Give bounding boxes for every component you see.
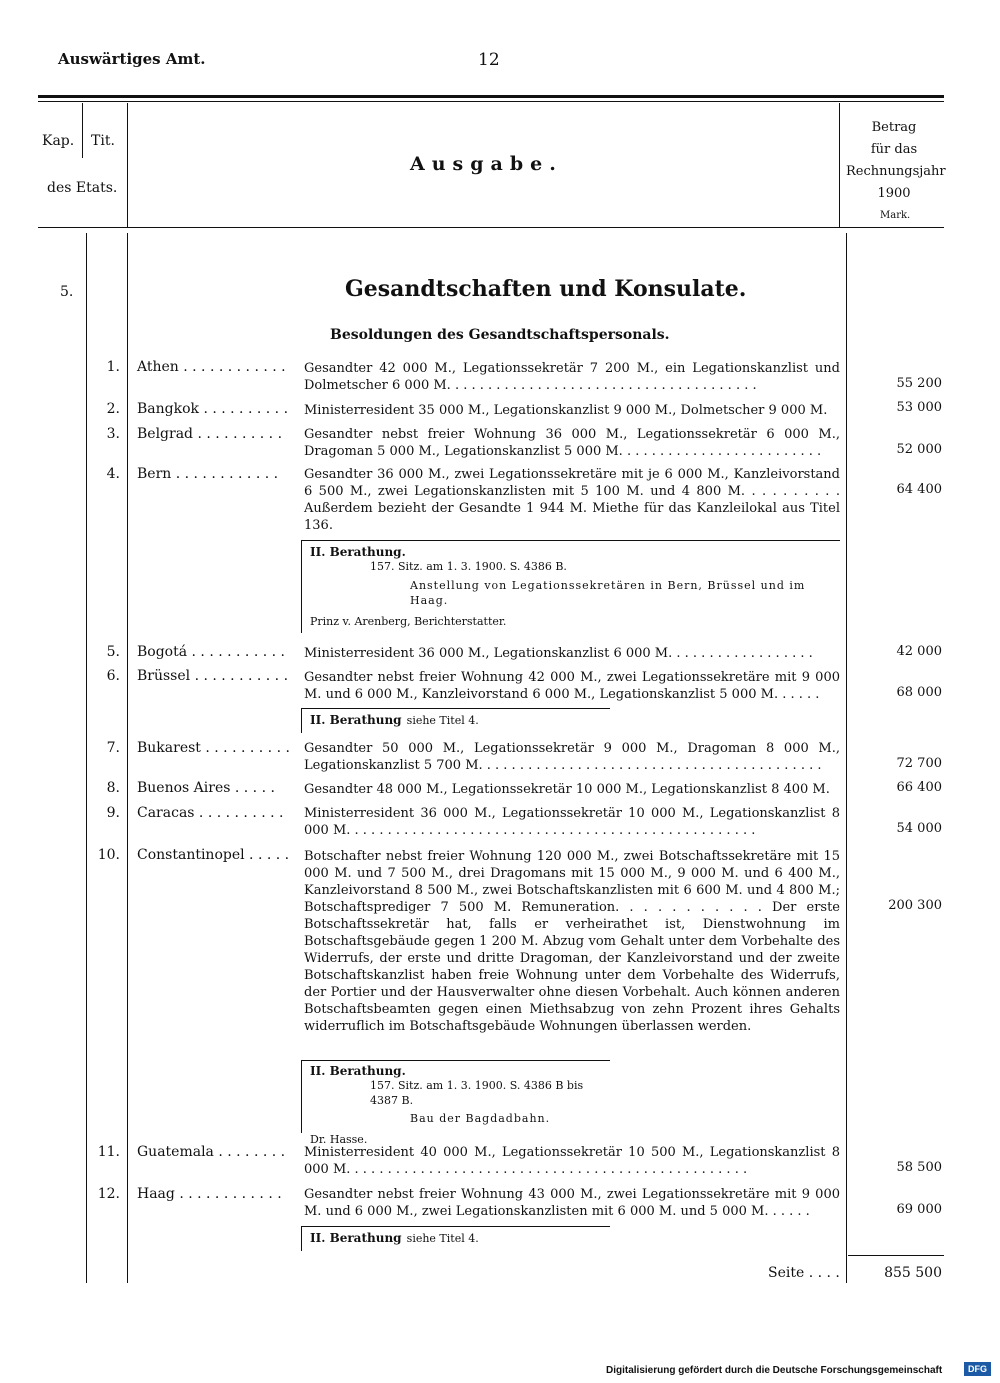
amount-column-line bbox=[846, 233, 847, 1283]
ministry-header: Auswärtiges Amt. bbox=[58, 50, 206, 68]
row-tit: 2. bbox=[106, 401, 120, 417]
betrag-divider-header bbox=[839, 103, 840, 227]
row-tit: 11. bbox=[97, 1144, 120, 1160]
sum-rule bbox=[848, 1255, 944, 1256]
row-tit: 7. bbox=[106, 740, 120, 756]
etats-label: des Etats. bbox=[47, 180, 118, 196]
row-amount: 54 000 bbox=[896, 821, 942, 836]
note-berathung-konstantinopel bbox=[301, 1060, 610, 1146]
row-tit: 8. bbox=[106, 780, 120, 796]
row-desc: Ministerresident 36 000 M., Legationskanzlist 6 000 M. . . . . . . . . . . . . . . . . . bbox=[304, 646, 813, 661]
header-rule-thin bbox=[38, 101, 944, 102]
row-desc: Ministerresident 35 000 M., Legationskanzlist 9 000 M., Dolmetscher 9 000 M. bbox=[304, 403, 828, 418]
row-city: Brüssel . . . . . . . . . . . bbox=[137, 668, 289, 684]
note-session: 157. Sitz. am 1. 3. 1900. S. 4386 B. bbox=[370, 560, 567, 573]
row-amount: 42 000 bbox=[896, 644, 942, 659]
note-berathung-bern bbox=[301, 540, 840, 633]
row-amount: 53 000 bbox=[896, 400, 942, 415]
kap-column-line bbox=[86, 233, 87, 1283]
row-amount: 58 500 bbox=[896, 1160, 942, 1175]
tit-column-line bbox=[127, 233, 128, 1283]
note-title: II. Berathung bbox=[310, 713, 402, 727]
row-desc: Gesandter nebst freier Wohnung 42 000 M., zwei Legationssekretäre mit 9 000 M. und 6 000 M., Kanzleivorstand 6 000 M., Legationskanzlist 5 000 M. . . . . . bbox=[304, 670, 840, 702]
row-city: Belgrad . . . . . . . . . . bbox=[137, 426, 283, 442]
header-rule-thick bbox=[38, 95, 944, 98]
row-city: Buenos Aires . . . . . bbox=[137, 780, 275, 796]
note-speaker: Dr. Hasse. bbox=[310, 1133, 368, 1146]
note-berathung-haag bbox=[301, 1226, 610, 1251]
row-tit: 9. bbox=[106, 805, 120, 821]
mark-unit: Mark. bbox=[880, 210, 911, 221]
row-desc: Gesandter 48 000 M., Legationssekretär 10 000 M., Legationskanzlist 8 400 M. bbox=[304, 782, 830, 797]
row-desc: Ministerresident 40 000 M., Legationssekretär 10 500 M., Legationskanzlist 8 000 M. . . . . . . . . . . . . . . . . . . . . . . . . . . . . . . . . . . . . . . . . . . . . . . . . bbox=[304, 1145, 840, 1177]
row-amount: 64 400 bbox=[896, 482, 942, 497]
row-desc: Gesandter nebst freier Wohnung 43 000 M., zwei Legationssekretäre mit 9 000 M. und 6 000 M., zwei Legationskanzlisten mit 6 000 M. und 5 000 M. . . . . . bbox=[304, 1187, 840, 1219]
note-title: II. Berathung bbox=[310, 1231, 402, 1245]
row-city: Bogotá . . . . . . . . . . . bbox=[137, 644, 285, 660]
digitization-credit: Digitalisierung gefördert durch die Deutsche Forschungsgemeinschaft bbox=[606, 1365, 943, 1376]
row-city: Bukarest . . . . . . . . . . bbox=[137, 740, 290, 756]
row-amount: 52 000 bbox=[896, 442, 942, 457]
row-tit: 10. bbox=[97, 847, 120, 863]
seite-label: Seite . . . . bbox=[768, 1265, 840, 1281]
row-amount: 200 300 bbox=[888, 898, 942, 913]
kap-tit-divider bbox=[82, 103, 83, 158]
dfg-logo: DFG bbox=[964, 1362, 991, 1376]
section-kapitel: 5. bbox=[60, 284, 74, 300]
row-tit: 12. bbox=[97, 1186, 120, 1202]
note-title: II. Berathung. bbox=[310, 545, 406, 559]
row-desc: Gesandter 36 000 M., zwei Legationssekretäre mit je 6 000 M., Kanzleivorstand 6 500 M., zwei Legationskanzlisten mit 5 100 M. und 4 800 M. . . . . . . . . . Außerdem bezieht der Gesandte 1 944 M. Miethe für das Kanzleilokal aus Titel 136. bbox=[304, 467, 840, 533]
row-city: Haag . . . . . . . . . . . . bbox=[137, 1186, 282, 1202]
betrag-line: 1900 bbox=[877, 186, 911, 201]
row-tit: 1. bbox=[106, 359, 120, 375]
row-amount: 55 200 bbox=[896, 376, 942, 391]
note-topic: Bau der Bagdadbahn. bbox=[410, 1112, 551, 1125]
row-city: Constantinopel . . . . . bbox=[137, 847, 290, 863]
note-title: II. Berathung. bbox=[310, 1064, 406, 1078]
row-tit: 6. bbox=[106, 668, 120, 684]
seite-amount: 855 500 bbox=[884, 1265, 942, 1281]
row-tit: 5. bbox=[106, 644, 120, 660]
row-desc: Gesandter 50 000 M., Legationssekretär 9 000 M., Dragoman 8 000 M., Legationskanzlist 5 700 M. . . . . . . . . . . . . . . . . . . . . . . . . . . . . . . . . . . . . . . . . . bbox=[304, 741, 840, 773]
section-title: Gesandtschaften und Konsulate. bbox=[345, 276, 747, 302]
row-tit: 4. bbox=[106, 466, 120, 482]
kap-label: Kap. bbox=[42, 133, 75, 149]
row-city: Athen . . . . . . . . . . . . bbox=[137, 359, 286, 375]
row-desc: Gesandter 42 000 M., Legationssekretär 7 200 M., ein Legationskanzlist und Dolmetscher 6 000 M. . . . . . . . . . . . . . . . . . . . . . . . . . . . . . . . . . . . . . bbox=[304, 361, 840, 393]
section-subtitle: Besoldungen des Gesandtschaftspersonals. bbox=[330, 327, 670, 343]
page-number: 12 bbox=[478, 50, 500, 70]
row-tit: 3. bbox=[106, 426, 120, 442]
ausgabe-title: Ausgabe. bbox=[410, 153, 563, 175]
row-desc: Ministerresident 36 000 M., Legationssekretär 10 000 M., Legationskanzlist 8 000 M. . . . . . . . . . . . . . . . . . . . . . . . . . . . . . . . . . . . . . . . . . . . . . . . . . bbox=[304, 806, 840, 838]
row-city: Bern . . . . . . . . . . . . bbox=[137, 466, 279, 482]
row-amount: 69 000 bbox=[896, 1202, 942, 1217]
note-session: 157. Sitz. am 1. 3. 1900. S. 4386 B bis 4387 B. bbox=[370, 1079, 584, 1107]
betrag-header bbox=[846, 117, 946, 205]
betrag-line: für das bbox=[870, 142, 918, 157]
row-desc: Gesandter nebst freier Wohnung 36 000 M., Legationssekretär 6 000 M., Dragoman 5 000 M., Legationskanzlist 5 000 M. . . . . . . . . . . . . . . . . . . . . . . . . bbox=[304, 427, 840, 459]
row-amount: 66 400 bbox=[896, 780, 942, 795]
tit-label: Tit. bbox=[91, 133, 115, 149]
row-city: Caracas . . . . . . . . . . bbox=[137, 805, 284, 821]
note-speaker: Prinz v. Arenberg, Berichterstatter. bbox=[310, 615, 507, 628]
note-berathung-bruessel bbox=[301, 708, 610, 733]
column-header-rule bbox=[38, 227, 944, 228]
betrag-line: Rechnungsjahr bbox=[846, 164, 946, 179]
row-city: Bangkok . . . . . . . . . . bbox=[137, 401, 289, 417]
note-topic: Anstellung von Legationssekretären in Bern, Brüssel und im Haag. bbox=[410, 579, 806, 607]
note-ref: siehe Titel 4. bbox=[406, 714, 479, 727]
row-city: Guatemala . . . . . . . . bbox=[137, 1144, 286, 1160]
row-desc: Botschafter nebst freier Wohnung 120 000 M., zwei Botschaftssekretäre mit 15 000 M. und 7 500 M., drei Dragomans mit 15 000 M., 9 000 M. und 6 400 M., Kanzleivorstand 8 500 M., zwei Botschaftskanzlisten mit 6 600 M. und 4 800 M.; Botschaftsprediger 7 500 M. Remuneration. . . . . . . . . . . Der erste Botschaftssekretär hat, falls er verheirathet ist, Dienstwohnung im Botschaftsgebäude gegen 1 200 M. Abzug vom Gehalt unter dem Vorbehalte des Widerrufs, der erste und dritte Dragoman, der Kanzleivorstand und der zweite Botschaftskanzlist haben freie Wohnung unter dem Vorbehalte des Widerrufs, der Portier und der Hausverwalter ohne diesen Vorbehalt. Auch können anderen Botschaftsbeamten gegen einen Miethsabzug von zehn Prozent ihres Gehalts widerruflich im Botschaftsgebäude Wohnungen überlassen werden. bbox=[304, 849, 840, 1034]
betrag-line: Betrag bbox=[871, 120, 917, 135]
etats-divider bbox=[127, 103, 128, 227]
note-ref: siehe Titel 4. bbox=[406, 1232, 479, 1245]
row-amount: 72 700 bbox=[896, 756, 942, 771]
row-amount: 68 000 bbox=[896, 685, 942, 700]
